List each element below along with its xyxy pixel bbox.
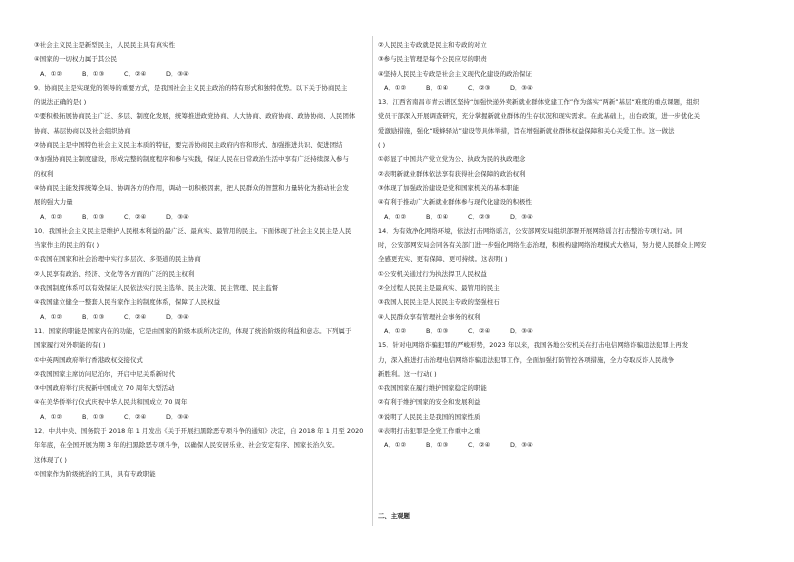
text-line: 的权利: [34, 169, 54, 178]
text-line: 全感更充实、更有保障、更可持续。这表明( ): [378, 255, 508, 264]
text-line: 展的强大力量: [34, 198, 73, 207]
answer-option: C．②③: [468, 83, 491, 92]
text-line: 15．针对电网络诈骗犯罪的严峻形势，2023 年以来，我国各地公安机关在打击电信网络诈骗违法犯罪上再发: [378, 341, 689, 350]
answer-option: D．③④: [166, 212, 189, 221]
text-line: ④协商民主能发挥统筹全局、协调各方的作用，调动一切积极因素，把人民群众的智慧和力量转化为推动社会发: [34, 183, 349, 192]
text-line: 协商、基层协商以及社会组织协商: [34, 126, 131, 135]
text-line: 11．国家的职能是国家内在的功能，它是由国家的阶级本质所决定的，体现了统治阶级的利益和意志。下列属于: [34, 326, 352, 335]
column-divider: [372, 36, 373, 526]
text-line: ④表明打击犯罪是全党工作重中之重: [378, 427, 481, 436]
text-line: ②有利于维护国家的安全和发展利益: [378, 398, 481, 407]
text-line: ①公安机关通过行为执法捍卫人民权益: [378, 269, 487, 278]
answer-option: A．①②: [384, 83, 407, 92]
answer-options: [378, 81, 730, 95]
answer-option: B．①③: [82, 69, 105, 78]
answer-option: D．③④: [510, 441, 533, 450]
answer-option: A．①②: [384, 212, 407, 221]
answer-options: [34, 210, 384, 224]
answer-option: D．③④: [166, 69, 189, 78]
answer-option: D．③④: [166, 312, 189, 321]
text-line: ④坚持人民民主专政是社会主义现代化建设的政治保证: [378, 69, 532, 78]
answer-option: D．③④: [510, 212, 533, 221]
answer-option: A．①②: [40, 312, 63, 321]
answer-option: A．①②: [384, 441, 407, 450]
text-line: ①我国在国家和社会治理中实行多层次、多渠道的民主协商: [34, 255, 201, 264]
answer-option: C．②④: [124, 69, 147, 78]
text-line: ③体现了加强政治建设是党和国家机关的基本职能: [378, 183, 520, 192]
answer-option: B．①③: [82, 212, 105, 221]
answer-option: A．①②: [40, 212, 63, 221]
answer-option: A．①②: [40, 412, 63, 421]
text-line: ①我国国家在履行维护国家稳定的职能: [378, 384, 487, 393]
text-line: 力，深入推进打击治理电信网络诈骗违法犯罪工作，全面加强打防管控各项措施，全力夺取反诈人民战争: [378, 355, 675, 364]
right-column: [378, 38, 730, 453]
text-line: ( ): [378, 141, 386, 150]
section-heading: 二、主观题: [378, 512, 410, 520]
text-line: 爱激励措施，强化“暖蜂驿站”建设等具体举措，旨在增强新就业群体权益保障和关心关爱工作。这一做法: [378, 126, 675, 135]
text-line: 时，公安部网安局会同各有关部门进一步强化网络生态治理，积极构建网络治理模式大格局，努力使人民群众上网安: [378, 241, 707, 250]
text-line: 国家履行对外职能的有( ): [34, 341, 106, 350]
answer-option: B．①③: [82, 312, 105, 321]
answer-option: B．①③: [426, 441, 449, 450]
text-line: 12．中共中央、国务院于 2018 年 1 月发出《关于开展扫黑除恶专项斗争的通知》决定，自 2018 年 1 月至 2020: [34, 427, 364, 436]
answer-option: B．①③: [426, 326, 449, 335]
text-line: ④我国建立健全一整套人民当家作主的制度体系，保障了人民权益: [34, 298, 221, 307]
text-line: ②协商民主是中国特色社会主义民主本质的特征，要完善协商民主政府内容和形式、加强推进共识、促进团结: [34, 141, 343, 150]
text-line: 党员干部深入开展调查研究，充分掌握新就业群体的生存状况和现实需求。在此基础上，出台政策，进一步优化关: [378, 112, 701, 121]
text-line: 14．为有效净化网络环境，依法打击网络谣言，公安部网安局组织部署开展网络谣言打击整治专项行动。同: [378, 226, 683, 235]
text-line: 13．江西省南昌市青云谱区坚持“加强快递外卖新就业群体党建工作”作为落实“两新”基层“难度的重点课题，组织: [378, 98, 700, 107]
answer-option: C．②④: [124, 212, 147, 221]
text-line: ②表明新就业群体依法享有获得社会保障的政治权利: [378, 169, 526, 178]
answer-option: D．③④: [510, 83, 533, 92]
answer-options: [34, 310, 384, 324]
answer-options: [378, 438, 730, 452]
text-line: ④国家的一切权力属于其公民: [34, 55, 118, 64]
text-line: ③说明了人民民主是我国的国家性质: [378, 412, 481, 421]
answer-option: D．③④: [166, 412, 189, 421]
text-line: ③我国人民民主是人民民主专政的坚强柱石: [378, 298, 500, 307]
text-line: ③参与民主管理是每个公民应尽的职责: [378, 55, 487, 64]
text-line: ④人民群众享有管理社会事务的权利: [378, 312, 481, 321]
answer-options: [378, 324, 730, 338]
text-line: ①彰显了中国共产党立党为公、执政为民的执政理念: [378, 155, 526, 164]
text-line: ①要积极拓展协商民主广泛、多层、制度化发展，统筹推进政党协商、人大协商、政府协商、政协协商、人民团体: [34, 112, 356, 121]
answer-option: C．②④: [468, 441, 491, 450]
text-line: ②人民民主专政就是民主和专政的对立: [378, 41, 487, 49]
text-line: 9．协商民主是实现党的领导的重要方式，是我国社会主义民主政治的特有形式和独特优势。以下关于协商民主: [34, 83, 348, 92]
text-line: ④在美华侨举行仪式庆祝中华人民共和国成立 70 周年: [34, 398, 188, 407]
text-line: ③我国制度体系可以有效保证人民依法实行民主选举、民主决策、民主管理、民主监督: [34, 284, 279, 293]
text-line: 10．我国社会主义民主是维护人民根本利益的最广泛、最真实、最管用的民主。下面体现了社会主义民主是人民: [34, 226, 352, 235]
answer-option: D．③④: [510, 326, 533, 335]
answer-option: C．②③: [468, 212, 491, 221]
text-line: ①中英两国政府举行香港政权交接仪式: [34, 355, 143, 364]
answer-options: [34, 67, 384, 81]
answer-option: C．②④: [124, 312, 147, 321]
text-line: 这体现了( ): [34, 455, 67, 464]
text-line: 的说法正确的是( ): [34, 98, 87, 107]
text-line: 新胜利。这一行动( ): [378, 369, 437, 378]
text-line: ①国家作为阶级统治的工具，具有专政职能: [34, 469, 156, 478]
answer-option: A．①②: [384, 326, 407, 335]
text-line: ②人民享有政治、经济、文化等各方面的广泛的民主权利: [34, 269, 195, 278]
answer-option: C．②④: [124, 412, 147, 421]
text-line: 年年底，在全国开展为期 3 年的扫黑除恶专项斗争，以确保人民安居乐业、社会安定有序、国家长治久安。: [34, 441, 339, 450]
text-line: ④有利于推动广大新就业群体参与现代化建设的积极性: [378, 198, 532, 207]
answer-option: B．①③: [82, 412, 105, 421]
text-line: ③中国政府举行庆祝新中国成立 70 周年大型活动: [34, 384, 175, 393]
answer-option: B．①④: [426, 212, 449, 221]
text-line: ②我国国家主席访问尼泊尔，开启中尼关系新时代: [34, 369, 176, 378]
text-line: 当家作主的民主的有( ): [34, 241, 100, 250]
answer-options: [34, 410, 384, 424]
answer-option: C．②④: [468, 326, 491, 335]
text-line: ③社会主义民主是新型民主，人民民主具有真实性: [34, 41, 176, 49]
answer-options: [378, 210, 730, 224]
answer-option: A．①②: [40, 69, 63, 78]
answer-option: B．①④: [426, 83, 449, 92]
text-line: ②全过程人民民主是最真实、最管用的民主: [378, 284, 500, 293]
left-column: [34, 38, 384, 481]
text-line: ③加强协商民主制度建设，形成完整的制度程序和参与实践，保证人民在日常政治生活中享有广泛持续深入参与: [34, 155, 349, 164]
